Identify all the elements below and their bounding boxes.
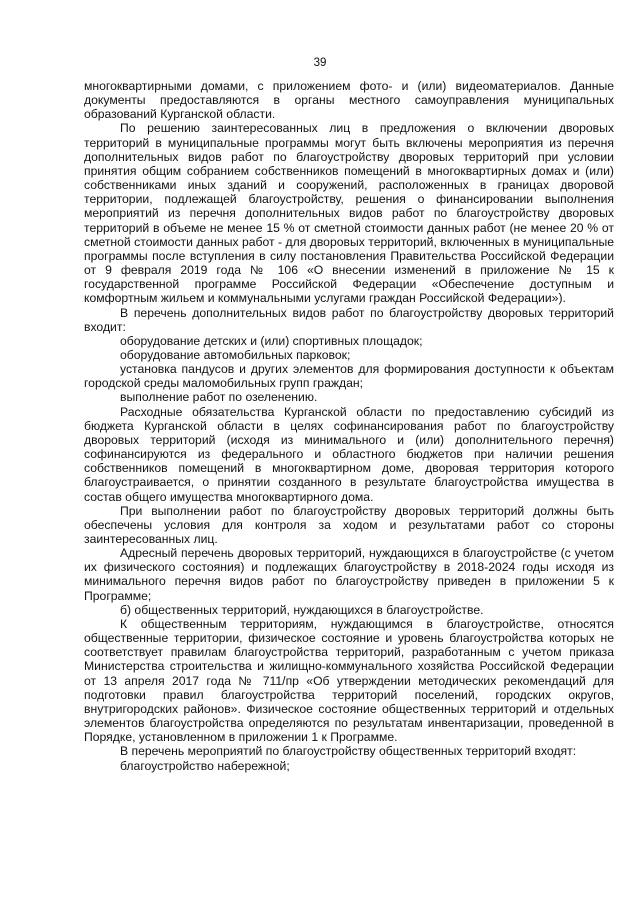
paragraph-expenditure-obligations: Расходные обязательства Курганской области по предоставлению субсидий из бюджета Курганской области в целях софинансирования работ по благоустройству дворовых территорий (исходя из минимального и (или) дополнительного перечня) софинансируются из федерального и областного бюджетов при наличии решения собственников помещений в многоквартирном доме, дворовая территория которого благоустраивается, о принятии созданного в результате благоустройства имущества в состав общего имущества многоквартирного дома. <box>84 404 614 504</box>
list-item-playgrounds: оборудование детских и (или) спортивных площадок; <box>120 333 423 348</box>
paragraph-public-territories-definition: К общественным территориям, нуждающимся в благоустройстве, относятся общественные территории, физическое состояние и уровень благоустройства которых не соответствует правилам благоустройства территорий, разработанным с учетом приказа Министерства строительства и жилищно-коммунального хозяйства Российской Федерации от 13 апреля 2017 года № 711/пр «Об утверждении методических рекомендаций для подготовки правил благоустройства территорий поселений, городских округов, внутригородских районов». Физическое состояние общественных территорий и отдельных элементов благоустройства определяются по результатам инвентаризации, проведенной в Порядке, установленном в приложении 1 к Программе. <box>84 616 614 745</box>
list-item-embankment: благоустройство набережной; <box>120 758 290 773</box>
document-body <box>84 79 614 773</box>
list-item-ramps: установка пандусов и других элементов для формирования доступности к объектам городской среды маломобильных групп граждан; <box>84 362 614 391</box>
paragraph-public-measures-intro: В перечень мероприятий по благоустройству общественных территорий входят: <box>120 744 577 759</box>
list-item-greening: выполнение работ по озеленению. <box>120 390 318 405</box>
paragraph-control-conditions: При выполнении работ по благоустройству дворовых территорий должны быть обеспечены условия для контроля за ходом и результатами работ со стороны заинтересованных лиц. <box>84 503 614 546</box>
paragraph-additional-works-list-intro: В перечень дополнительных видов работ по благоустройству дворовых территорий входит: <box>84 305 614 334</box>
paragraph-public-territories-heading: б) общественных территорий, нуждающихся в благоустройстве. <box>120 602 484 617</box>
page-number: 39 <box>313 57 327 69</box>
paragraph-additional-works-decision: По решению заинтересованных лиц в предложения о включении дворовых территорий в муниципальные программы могут быть включены мероприятия из перечня дополнительных видов работ по благоустройству дворовых территорий при условии принятия общим собранием собственников помещений в многоквартирных домах и (или) собственниками иных зданий и сооружений, расположенных в границах дворовой территории, подлежащей благоустройству, решения о финансировании выполнения мероприятий из перечня дополнительных видов работ по благоустройству дворовых территорий в объеме не менее 15 % от сметной стоимости данных работ (не менее 20 % от сметной стоимости данных работ - для дворовых территорий, включенных в муниципальные программы после вступления в силу постановления Правительства Российской Федерации от 9 февраля 2019 года № 106 «О внесении изменений в приложение № 15 к государственной программе Российской Федерации «Обеспечение доступным и комфортным жильем и коммунальными услугами граждан Российской Федерации»). <box>84 121 614 306</box>
paragraph-documents-submission: многоквартирными домами, с приложением фото- и (или) видеоматериалов. Данные документы предоставляются в органы местного самоуправления муниципальных образований Курганской области. <box>84 79 614 122</box>
paragraph-address-list: Адресный перечень дворовых территорий, нуждающихся в благоустройстве (с учетом их физического состояния) и подлежащих благоустройству в 2018-2024 годы исходя из минимального перечня видов работ по благоустройству приведен в приложении 5 к Программе; <box>84 546 614 603</box>
list-item-parking: оборудование автомобильных парковок; <box>120 347 351 362</box>
